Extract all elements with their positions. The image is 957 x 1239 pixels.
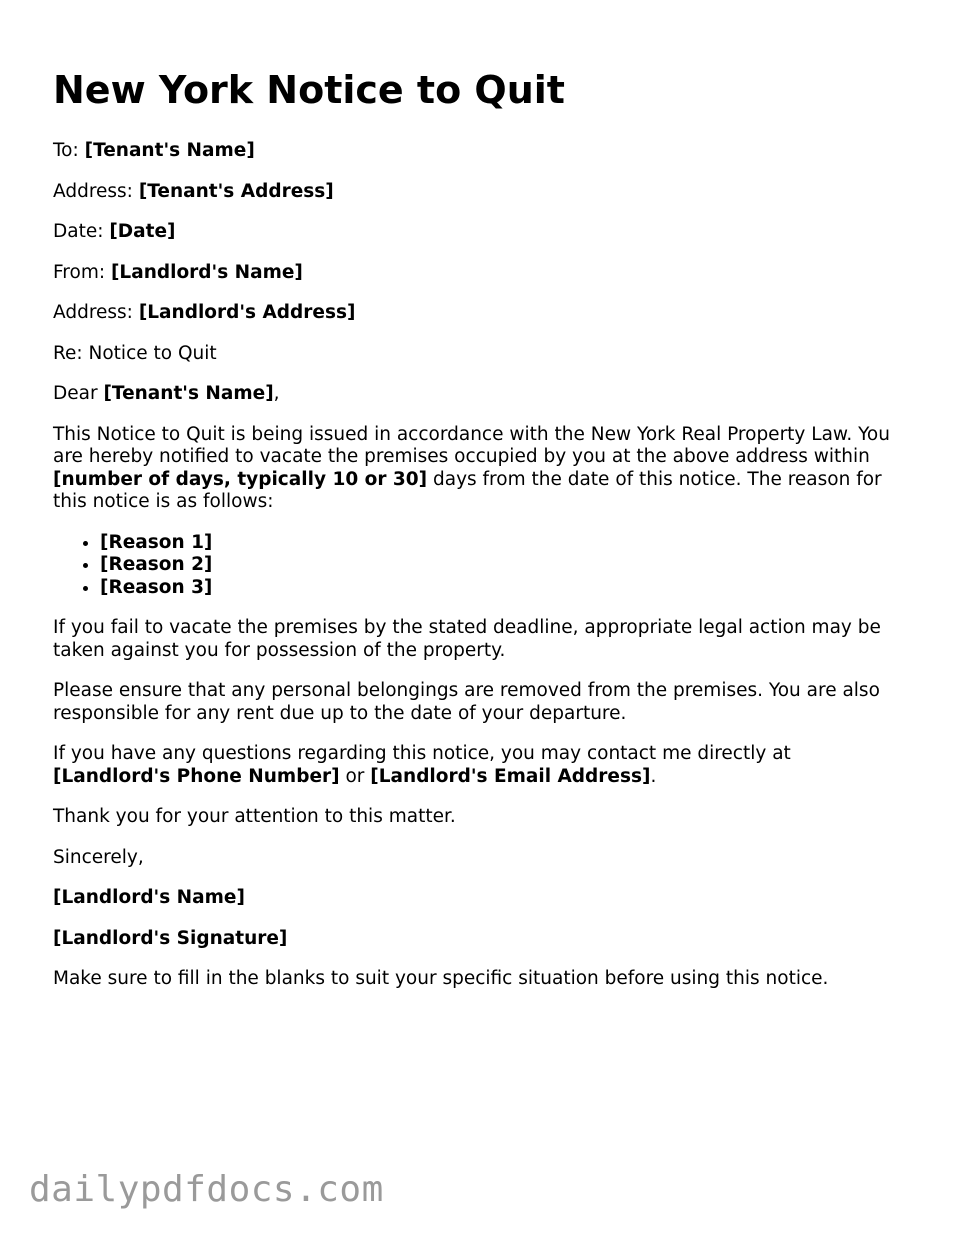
tenant-name-field: [Tenant's Name] bbox=[84, 140, 255, 161]
landlord-name-bold: [Landlord's Name] bbox=[53, 887, 245, 908]
landlord-address-line bbox=[53, 302, 913, 325]
landlord-name-field: [Landlord's Name] bbox=[110, 261, 303, 283]
salutation-suffix: , bbox=[273, 383, 280, 404]
contact-text: If you have any questions regarding this notice, you may contact me directly at bbox=[53, 743, 791, 764]
to-line bbox=[53, 140, 913, 163]
belongings-paragraph: Please ensure that any personal belongings are removed from the premises. You are also responsible for any rent due up to the date of your departure. bbox=[53, 680, 880, 724]
reason-item: • [Reason 3] bbox=[100, 577, 913, 600]
intro-text-2: days from the date of this notice. The reason for this notice is as follows: bbox=[53, 468, 882, 512]
from-label: From: bbox=[53, 261, 106, 283]
phone-field: [Landlord's Phone Number] bbox=[53, 765, 340, 787]
landlord-signature-line bbox=[53, 928, 913, 951]
salutation-name: [Tenant's Name] bbox=[103, 383, 274, 404]
footer-note: Make sure to fill in the blanks to suit your specific situation before using this notice. bbox=[53, 968, 829, 989]
page-title: New York Notice to Quit bbox=[53, 68, 565, 112]
intro-text-1: This Notice to Quit is being issued in accordance with the New York Real Property Law. You are hereby notified to vacate the premises occupied by you at the above address within bbox=[53, 423, 890, 467]
date-label: Date: bbox=[53, 221, 104, 242]
date-line bbox=[53, 221, 913, 244]
landlord-address-field: [Landlord's Address] bbox=[138, 302, 356, 323]
closing-line: Sincerely, bbox=[53, 846, 144, 868]
landlord-name-signoff bbox=[53, 887, 913, 910]
reason-item: • [Reason 1] bbox=[100, 532, 913, 555]
document-page bbox=[53, 60, 913, 1009]
intro-paragraph bbox=[53, 424, 913, 514]
re-line: Re: Notice to Quit bbox=[53, 342, 217, 364]
contact-end: . bbox=[650, 765, 657, 787]
date-field: [Date] bbox=[109, 221, 176, 242]
contact-paragraph bbox=[53, 743, 913, 788]
from-line bbox=[53, 262, 913, 285]
tenant-address-label: Address: bbox=[53, 180, 133, 202]
thanks-line: Thank you for your attention to this matter. bbox=[53, 806, 456, 827]
to-label: To: bbox=[53, 140, 79, 161]
tenant-address-field: [Tenant's Address] bbox=[138, 180, 334, 202]
salutation-prefix: Dear bbox=[53, 383, 98, 404]
reason-item: • [Reason 2] bbox=[100, 554, 913, 577]
contact-or: or bbox=[345, 765, 365, 787]
watermark: dailypdfdocs.com bbox=[29, 1169, 384, 1210]
reasons-list bbox=[53, 532, 913, 600]
landlord-address-label: Address: bbox=[53, 302, 133, 323]
salutation bbox=[53, 383, 913, 406]
days-field: [number of days, typically 10 or 30] bbox=[53, 468, 428, 490]
landlord-signature-bold: [Landlord's Signature] bbox=[53, 927, 288, 949]
tenant-address-line bbox=[53, 181, 913, 204]
email-field: [Landlord's Email Address] bbox=[370, 765, 651, 787]
fail-paragraph: If you fail to vacate the premises by the stated deadline, appropriate legal action may be taken against you for possession of the property. bbox=[53, 617, 881, 661]
